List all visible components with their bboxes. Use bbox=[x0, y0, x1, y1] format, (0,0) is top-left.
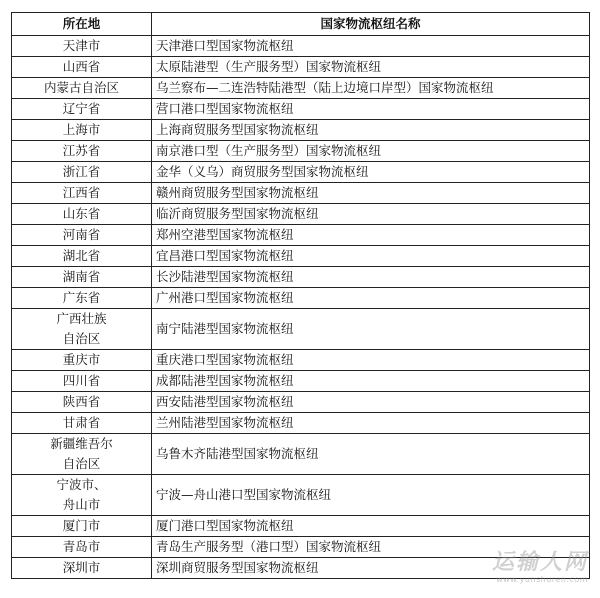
province-text: 上海市 bbox=[62, 122, 101, 137]
table-row bbox=[12, 413, 590, 434]
table-row bbox=[12, 57, 590, 78]
province-text: 新疆维吾尔 自治区 bbox=[50, 436, 113, 471]
province-cell bbox=[12, 350, 152, 371]
hub-name-cell: 太原陆港型（生产服务型）国家物流枢纽 bbox=[152, 57, 590, 78]
table-header-row bbox=[12, 13, 590, 36]
province-cell bbox=[12, 371, 152, 392]
table-row bbox=[12, 392, 590, 413]
watermark-logo: 运输人网 bbox=[491, 550, 588, 575]
province-text: 天津市 bbox=[62, 38, 101, 53]
hub-name-cell: 乌兰察布—二连浩特陆港型（陆上边境口岸型）国家物流枢纽 bbox=[152, 78, 590, 99]
hub-name-cell: 临沂商贸服务型国家物流枢纽 bbox=[152, 204, 590, 225]
province-text: 河南省 bbox=[62, 227, 101, 242]
province-text: 内蒙古自治区 bbox=[43, 80, 119, 95]
province-text: 四川省 bbox=[62, 373, 101, 388]
province-text: 甘肃省 bbox=[62, 415, 101, 430]
province-text: 浙江省 bbox=[62, 164, 101, 179]
hub-name-cell: 南京港口型（生产服务型）国家物流枢纽 bbox=[152, 141, 590, 162]
province-text: 厦门市 bbox=[62, 518, 101, 533]
table-row bbox=[12, 371, 590, 392]
table-row bbox=[12, 516, 590, 537]
province-cell bbox=[12, 267, 152, 288]
hub-name-cell: 赣州商贸服务型国家物流枢纽 bbox=[152, 183, 590, 204]
table-row bbox=[12, 204, 590, 225]
hub-name-cell: 营口港口型国家物流枢纽 bbox=[152, 99, 590, 120]
table-body bbox=[12, 36, 590, 579]
province-cell bbox=[12, 183, 152, 204]
hub-name-cell: 宁波—舟山港口型国家物流枢纽 bbox=[152, 475, 590, 516]
province-cell bbox=[12, 413, 152, 434]
table-row bbox=[12, 350, 590, 371]
header-province: 所在地 bbox=[12, 13, 152, 36]
province-cell bbox=[12, 288, 152, 309]
hub-name-cell: 宜昌港口型国家物流枢纽 bbox=[152, 246, 590, 267]
province-text: 山西省 bbox=[62, 59, 101, 74]
province-text: 江西省 bbox=[62, 185, 101, 200]
province-text: 陕西省 bbox=[62, 394, 101, 409]
province-text: 宁波市、 舟山市 bbox=[56, 477, 107, 512]
hub-name-cell: 上海商贸服务型国家物流枢纽 bbox=[152, 120, 590, 141]
hub-name-cell: 厦门港口型国家物流枢纽 bbox=[152, 516, 590, 537]
province-cell bbox=[12, 36, 152, 57]
hub-name-cell: 郑州空港型国家物流枢纽 bbox=[152, 225, 590, 246]
province-text: 广东省 bbox=[62, 290, 101, 305]
table-row bbox=[12, 141, 590, 162]
table-row bbox=[12, 78, 590, 99]
table-row bbox=[12, 434, 590, 475]
hub-name-cell: 乌鲁木齐陆港型国家物流枢纽 bbox=[152, 434, 590, 475]
province-text: 青岛市 bbox=[62, 539, 101, 554]
hub-name-cell: 西安陆港型国家物流枢纽 bbox=[152, 392, 590, 413]
hub-name-cell: 天津港口型国家物流枢纽 bbox=[152, 36, 590, 57]
table-row bbox=[12, 183, 590, 204]
province-cell bbox=[12, 120, 152, 141]
hub-name-cell: 兰州陆港型国家物流枢纽 bbox=[152, 413, 590, 434]
province-text: 江苏省 bbox=[62, 143, 101, 158]
province-text: 湖南省 bbox=[62, 269, 101, 284]
table-row bbox=[12, 120, 590, 141]
table-row bbox=[12, 309, 590, 350]
province-text: 湖北省 bbox=[62, 248, 101, 263]
province-text: 深圳市 bbox=[62, 560, 101, 575]
table-row bbox=[12, 267, 590, 288]
table-row bbox=[12, 558, 590, 579]
watermark-url: www.yunshuren.com bbox=[496, 575, 588, 584]
hub-name-cell: 南宁陆港型国家物流枢纽 bbox=[152, 309, 590, 350]
hub-name-cell: 广州港口型国家物流枢纽 bbox=[152, 288, 590, 309]
province-cell bbox=[12, 392, 152, 413]
province-text: 辽宁省 bbox=[62, 101, 101, 116]
table-row bbox=[12, 162, 590, 183]
table-row bbox=[12, 475, 590, 516]
province-cell bbox=[12, 162, 152, 183]
hub-name-cell: 成都陆港型国家物流枢纽 bbox=[152, 371, 590, 392]
table-row bbox=[12, 537, 590, 558]
province-cell bbox=[12, 204, 152, 225]
province-cell bbox=[12, 99, 152, 120]
province-cell bbox=[12, 141, 152, 162]
logistics-hub-table bbox=[11, 12, 590, 579]
province-cell bbox=[12, 475, 152, 516]
table-row bbox=[12, 288, 590, 309]
province-cell bbox=[12, 516, 152, 537]
province-cell bbox=[12, 246, 152, 267]
hub-name-cell: 青岛生产服务型（港口型）国家物流枢纽 bbox=[152, 537, 590, 558]
header-hub-name: 国家物流枢纽名称 bbox=[152, 13, 590, 36]
hub-name-cell: 金华（义乌）商贸服务型国家物流枢纽 bbox=[152, 162, 590, 183]
province-cell bbox=[12, 57, 152, 78]
province-cell bbox=[12, 225, 152, 246]
province-cell bbox=[12, 537, 152, 558]
table-row bbox=[12, 36, 590, 57]
province-cell bbox=[12, 309, 152, 350]
province-cell bbox=[12, 434, 152, 475]
province-cell bbox=[12, 558, 152, 579]
table-row bbox=[12, 225, 590, 246]
hub-name-cell: 长沙陆港型国家物流枢纽 bbox=[152, 267, 590, 288]
province-text: 重庆市 bbox=[62, 352, 101, 367]
province-cell bbox=[12, 78, 152, 99]
province-text: 山东省 bbox=[62, 206, 101, 221]
hub-name-cell: 重庆港口型国家物流枢纽 bbox=[152, 350, 590, 371]
hub-name-cell: 深圳商贸服务型国家物流枢纽 bbox=[152, 558, 590, 579]
table-row bbox=[12, 246, 590, 267]
province-text: 广西壮族 自治区 bbox=[56, 311, 107, 346]
table-row bbox=[12, 99, 590, 120]
